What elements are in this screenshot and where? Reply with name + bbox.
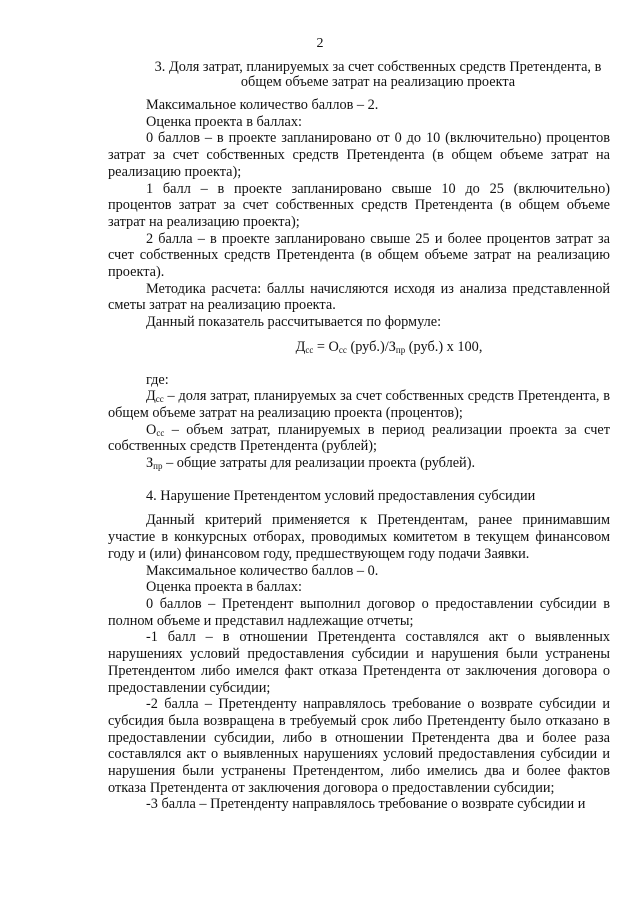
formula-tail: (руб.) х 100, xyxy=(405,338,483,355)
legend-term-subscript: пр xyxy=(153,461,163,472)
legend-item xyxy=(108,422,610,455)
spacer xyxy=(108,504,610,512)
formula-o-subscript: сс xyxy=(338,344,347,355)
page-number: 2 xyxy=(316,36,324,51)
section-3-score-1: 1 балл – в проекте запланировано свыше 10 до 25 (включительно) процентов затрат за счет собственных средств Претендента (в общем объеме затрат на реализацию проекта); xyxy=(108,180,610,230)
section-3-assessment-label: Оценка проекта в баллах: xyxy=(146,113,302,130)
legend-term-base: Д xyxy=(146,388,156,405)
section-3-where: где: xyxy=(146,371,169,388)
spacer xyxy=(108,472,610,480)
section-4-score-minus-3: -3 балла – Претенденту направлялось требование о возврате субсидии и xyxy=(146,796,586,813)
legend-term xyxy=(146,388,164,404)
section-3-method: Методика расчета: баллы начисляются исходя из анализа представленной сметы затрат на реализацию проекта. xyxy=(108,280,610,314)
legend-text: – объем затрат, планируемых в период реализации проекта за счет собственных средств Претендента (рублей); xyxy=(108,421,610,455)
section-4-heading: 4. Нарушение Претендентом условий предоставления субсидии xyxy=(146,487,536,504)
legend-item xyxy=(108,455,610,472)
legend-term-subscript: сс xyxy=(155,394,164,405)
formula-d-subscript: сс xyxy=(305,344,314,355)
section-3-score-0: 0 баллов – в проекте запланировано от 0 до 10 (включительно) процентов затрат за счет собственных средств Претендента (в общем объеме затрат на реализацию проекта); xyxy=(108,130,610,180)
document-body xyxy=(108,60,610,813)
section-4-score-0: 0 баллов – Претендент выполнил договор о предоставлении субсидии в полном объеме и представил надлежащие отчеты; xyxy=(108,595,610,629)
section-3-formula-intro: Данный показатель рассчитывается по формуле: xyxy=(146,314,442,331)
spacer xyxy=(108,480,610,488)
formula-d: Д xyxy=(295,338,306,355)
section-4-intro: Данный критерий применяется к Претендентам, ранее принимавшим участие в конкурсных отборах, проводимых комитетом в текущем финансовом году и (или) финансовом году, предшествующем году подачи Заявки. xyxy=(108,512,610,562)
legend-term xyxy=(146,455,163,471)
formula-eq: = О xyxy=(313,338,339,355)
spacer xyxy=(108,331,610,339)
section-4-score-minus-2: -2 балла – Претенденту направлялось требование о возврате субсидии и субсидия была возвращена в требуемый срок либо Претенденту было отказано в предоставлении субсидии, либо в отношении Претендента два и более раза составлялся акт о выявленных нарушениях условий предоставления субсидии и нарушения были устранены Претендентом, либо имелись два и более фактов отказа Претендента от заключения договора о предоставлении субсидии; xyxy=(108,696,610,796)
spacer xyxy=(108,89,610,97)
legend-item xyxy=(108,388,610,421)
legend-term xyxy=(146,422,164,438)
formula xyxy=(108,339,610,356)
legend-text: – общие затраты для реализации проекта (рублей). xyxy=(162,455,476,472)
legend-term-base: О xyxy=(146,421,157,438)
legend-term-subscript: сс xyxy=(156,427,165,438)
formula-mid: (руб.)/З xyxy=(346,338,396,355)
formula-z-subscript: пр xyxy=(395,344,406,355)
section-3-heading: 3. Доля затрат, планируемых за счет собственных средств Претендента, в общем объеме затрат на реализацию проекта xyxy=(154,59,602,90)
section-4-max-score: Максимальное количество баллов – 0. xyxy=(146,562,379,579)
legend-term-base: З xyxy=(146,455,154,472)
section-3-score-2: 2 балла – в проекте запланировано свыше 25 и более процентов затрат за счет собственных средств Претендента (в общем объеме затрат на реализацию проекта). xyxy=(108,230,610,281)
section-3-max-score: Максимальное количество баллов – 2. xyxy=(146,97,379,113)
section-4-assessment-label: Оценка проекта в баллах: xyxy=(146,579,302,596)
spacer xyxy=(108,356,610,364)
section-4-score-minus-1: -1 балл – в отношении Претендента составлялся акт о выявленных нарушениях условий предоставления субсидии и нарушения были устранены Претендентом либо имелся факт отказа Претендента от заключения договора о предоставлении субсидии; xyxy=(108,629,610,696)
spacer xyxy=(108,364,610,372)
legend-text: – доля затрат, планируемых за счет собственных средств Претендента, в общем объеме затрат на реализацию проекта (процентов); xyxy=(108,388,610,421)
